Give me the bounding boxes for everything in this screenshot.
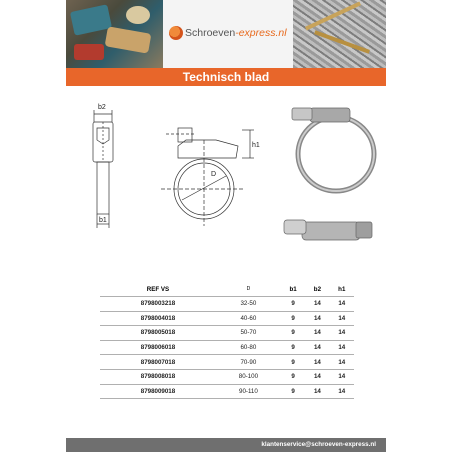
cell-b1: 9: [281, 340, 305, 355]
cell-ref: 8798006018: [100, 340, 216, 355]
cell-d: 80-100: [216, 369, 281, 384]
cell-b1: 9: [281, 384, 305, 399]
technical-drawing: [66, 100, 386, 250]
b1-label: b1: [99, 217, 107, 224]
brand-name: Schroeven-express.nl: [185, 27, 287, 39]
cell-h1: 14: [330, 384, 354, 399]
cell-d: 70-90: [216, 355, 281, 370]
cell-h1: 14: [330, 340, 354, 355]
screws-photo: [293, 0, 386, 68]
table-row: [100, 369, 354, 384]
header-banner: [66, 0, 386, 68]
header-d: D: [216, 282, 281, 297]
cell-ref: 8798007018: [100, 355, 216, 370]
cell-h1: 14: [330, 369, 354, 384]
table-row: [100, 297, 354, 312]
table-header-row: [100, 282, 354, 297]
cell-b2: 14: [305, 326, 329, 341]
table-row: [100, 326, 354, 341]
tools-photo: [66, 0, 163, 68]
spec-table: [100, 282, 354, 399]
cell-b1: 9: [281, 297, 305, 312]
cell-h1: 14: [330, 297, 354, 312]
footer-bar: [66, 438, 386, 452]
cell-d: 90-110: [216, 384, 281, 399]
D-label: D: [211, 171, 217, 178]
product-sheet: [66, 0, 386, 452]
cell-ref: 8798008018: [100, 369, 216, 384]
cell-b2: 14: [305, 340, 329, 355]
table-row: [100, 311, 354, 326]
header-b1: b1: [281, 282, 305, 297]
footer-email-link[interactable]: klantenservice@schroeven-express.nl: [261, 441, 376, 448]
cell-d: 32-50: [216, 297, 281, 312]
table-row: [100, 384, 354, 399]
cell-d: 50-70: [216, 326, 281, 341]
cell-ref: 8798005018: [100, 326, 216, 341]
table-row: [100, 340, 354, 355]
header-h1: h1: [330, 282, 354, 297]
page-title: Technisch blad: [66, 68, 386, 86]
header-b2: b2: [305, 282, 329, 297]
band-side: [97, 162, 109, 214]
cell-d: 60-80: [216, 340, 281, 355]
cell-h1: 14: [330, 326, 354, 341]
cell-b2: 14: [305, 311, 329, 326]
header-ref: REF VS: [100, 282, 216, 297]
cell-b2: 14: [305, 297, 329, 312]
cell-b1: 9: [281, 326, 305, 341]
logo[interactable]: [163, 0, 293, 68]
table-row: [100, 355, 354, 370]
housing-front: [178, 140, 238, 158]
cell-ref: 8798009018: [100, 384, 216, 399]
cell-b2: 14: [305, 369, 329, 384]
cell-b2: 14: [305, 355, 329, 370]
cell-ref: 8798004018: [100, 311, 216, 326]
cell-b1: 9: [281, 369, 305, 384]
cell-b2: 14: [305, 384, 329, 399]
cell-ref: 8798003218: [100, 297, 216, 312]
cell-d: 40-60: [216, 311, 281, 326]
h1-label: h1: [252, 142, 260, 149]
logo-mark-icon: [169, 26, 183, 40]
cell-b1: 9: [281, 355, 305, 370]
cell-b1: 9: [281, 311, 305, 326]
b2-label: b2: [98, 104, 106, 111]
cell-h1: 14: [330, 311, 354, 326]
cell-h1: 14: [330, 355, 354, 370]
